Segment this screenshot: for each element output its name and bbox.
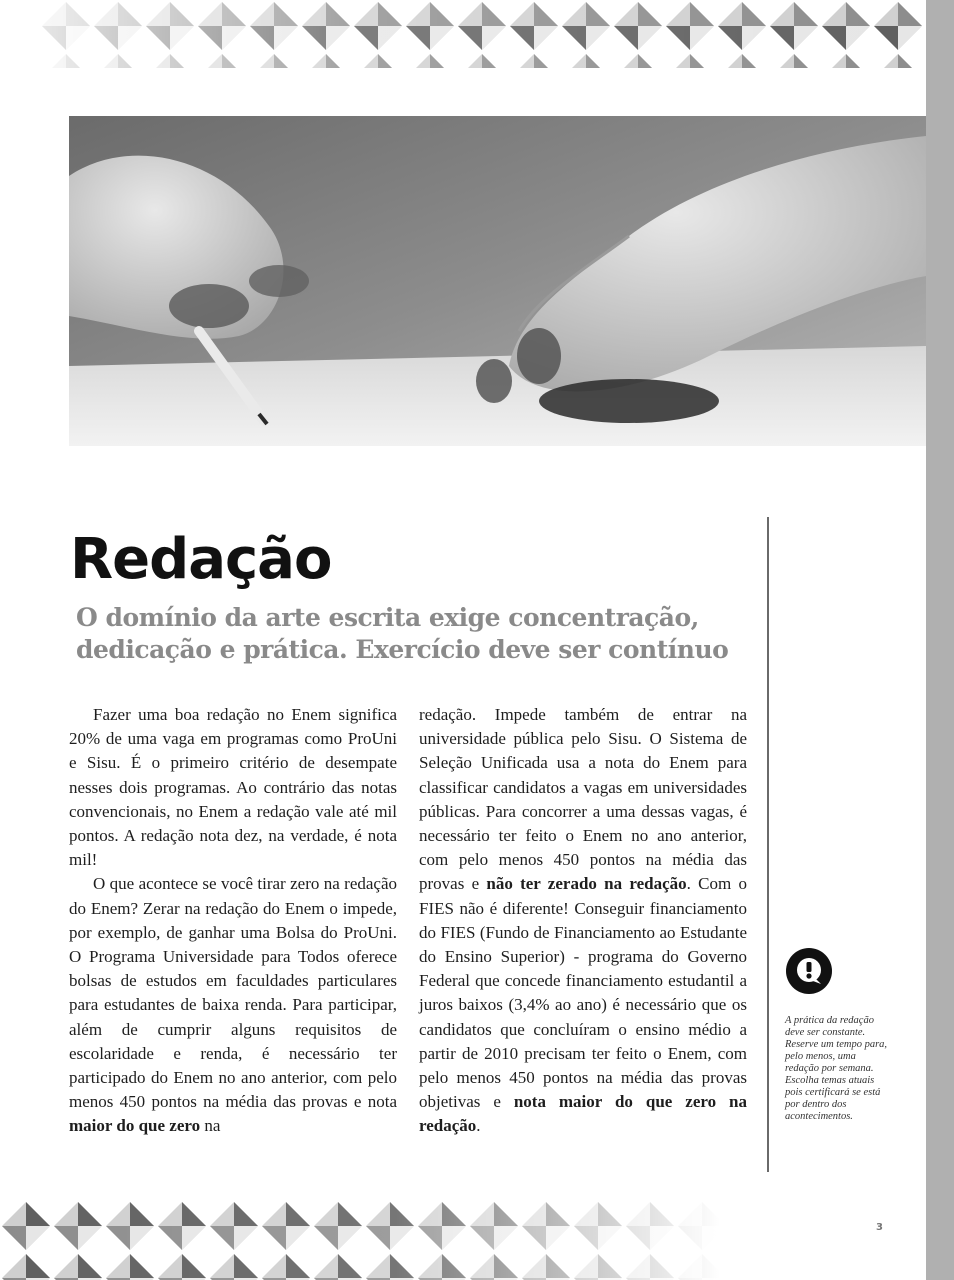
paragraph: Fazer uma boa redação no Enem significa 20% de uma vaga em programas como ProUni e Sisu. É o primeiro critério de desempate nesses dois programas. Ao contrário das notas convencionais, no Enem a redação vale até mil pontos. A redação nota dez, na verdade, é nota mil! bbox=[69, 705, 397, 870]
article-subtitle: O domínio da arte escrita exige concentração, dedicação e prática. Exercício deve ser contínuo bbox=[76, 603, 729, 664]
bold-text: nota maior do que zero na redação bbox=[419, 1092, 748, 1136]
paragraph bbox=[419, 703, 747, 1139]
article-column-right bbox=[419, 703, 747, 1139]
article-column-left bbox=[69, 703, 397, 1139]
page-number: 3 bbox=[876, 1222, 883, 1233]
paragraph bbox=[69, 872, 397, 1138]
bold-text: maior do que zero bbox=[69, 1116, 201, 1136]
text-run: O que acontece se você tirar zero na redação do Enem? Zerar na redação do Enem o impede, por exemplo, de ganhar uma Bolsa do ProUni. O Programa Universidade para Todos oferece bolsas de estudos em faculdades particulares para estudantes de baixa renda. Para participar, além de cumprir alguns requisitos de escolaridade e renda, é necessário ter participado do Enem no ano anterior, com pelo menos 450 pontos na média das provas e nota bbox=[69, 874, 397, 1112]
text-run: . bbox=[476, 1116, 481, 1136]
top-decorative-pattern bbox=[40, 0, 926, 68]
side-note: A prática da redação deve ser constante. Reserve um tempo para, pelo menos, uma redação por semana. Escolha temas atuais pois certificará se está por dentro dos acontecimentos. bbox=[785, 1015, 888, 1122]
exclamation-icon bbox=[785, 947, 833, 995]
article-title: Redação bbox=[70, 527, 332, 592]
bold-text: não ter zerado na redação bbox=[486, 874, 687, 894]
column-divider bbox=[767, 517, 769, 1172]
text-run: . Com o FIES não é diferente! Conseguir financiamento do FIES (Fundo de Financiamento ao Estudante do Ensino Superior) - programa do Governo Federal que concede financiamento estudantil a juros baixos (3,4% ao ano) é necessário que os candidatos que concluíram o ensino médio a partir de 2010 precisam ter feito o Enem, com pelo menos 450 pontos na média das provas objetivas e bbox=[419, 874, 748, 1112]
hands-writing-photo bbox=[69, 116, 926, 446]
page-edge-bar bbox=[926, 0, 954, 1280]
bottom-decorative-pattern bbox=[0, 1200, 720, 1280]
text-run: na bbox=[200, 1116, 221, 1136]
text-run: redação. Impede também de entrar na universidade pública pelo Sisu. O Sistema de Seleção Unificada usa a nota do Enem para classificar candidatos a vagas em universidades públicas. Para concorrer a uma dessas vagas, é necessário ter feito o Enem no ano anterior, com pelo menos 450 pontos na média das provas e bbox=[419, 705, 747, 894]
